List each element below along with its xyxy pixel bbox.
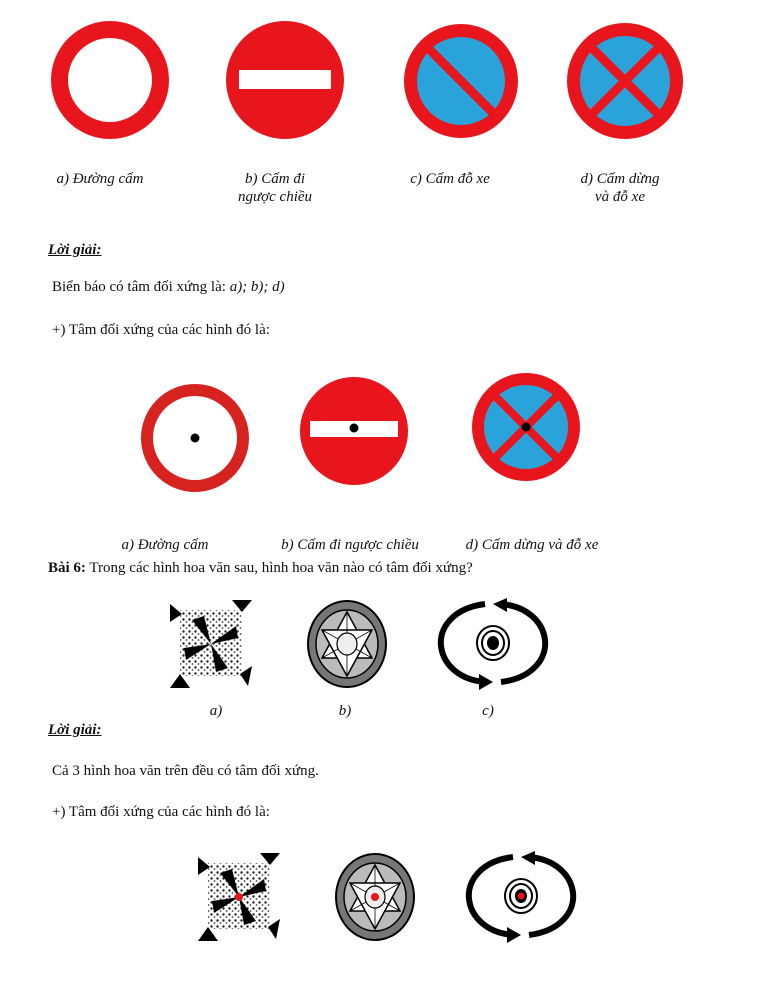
center-intro-2: +) Tâm đối xứng của các hình đó là: (52, 804, 270, 820)
caption-pattern-b: b) (338, 703, 352, 719)
sign-no-wrong-way-with-center (299, 376, 409, 486)
caption-sign-c: c) Cấm đỗ xe (410, 171, 490, 187)
caption-pattern-a: a) (209, 703, 223, 719)
caption-pattern-c: c) (482, 703, 494, 719)
exercise-6-question: Bài 6: Trong các hình hoa văn sau, hình hoa văn nào có tâm đối xứng? (48, 560, 473, 576)
caption-centered-sign-b: b) Cấm đi ngược chiều (281, 537, 419, 553)
sign-no-stopping-parking-with-center (471, 372, 581, 482)
caption-sign-b: b) Cấm đi ngược chiều (237, 171, 313, 205)
solution-answer-1: Biển báo có tâm đối xứng là: a); b); d) (52, 279, 285, 295)
pattern-a-pinwheel (170, 600, 252, 688)
sign-no-stopping-parking (566, 22, 684, 140)
solution-heading-2: Lời giải: (48, 722, 102, 738)
sign-no-entry-road-with-center (140, 383, 250, 493)
center-intro-1: +) Tâm đối xứng của các hình đó là: (52, 322, 270, 338)
caption-sign-a: a) Đường cấm (56, 171, 144, 187)
caption-centered-sign-a: a) Đường cấm (121, 537, 209, 553)
pattern-b-mandala (307, 600, 387, 688)
pattern-a-pinwheel-with-center (198, 853, 280, 941)
solution-heading-1: Lời giải: (48, 242, 102, 258)
pattern-c-spiral-with-center (463, 853, 581, 939)
caption-sign-d: d) Cấm dừng và đỗ xe (580, 171, 660, 205)
caption-centered-sign-d: d) Cấm dừng và đỗ xe (465, 537, 599, 553)
sign-no-parking (403, 23, 519, 139)
solution-answer-2: Cả 3 hình hoa văn trên đều có tâm đối xứng. (52, 763, 319, 779)
sign-no-wrong-way (225, 20, 345, 140)
sign-no-entry-road (50, 20, 170, 140)
pattern-c-spiral (435, 600, 553, 686)
pattern-b-mandala-with-center (335, 853, 415, 941)
